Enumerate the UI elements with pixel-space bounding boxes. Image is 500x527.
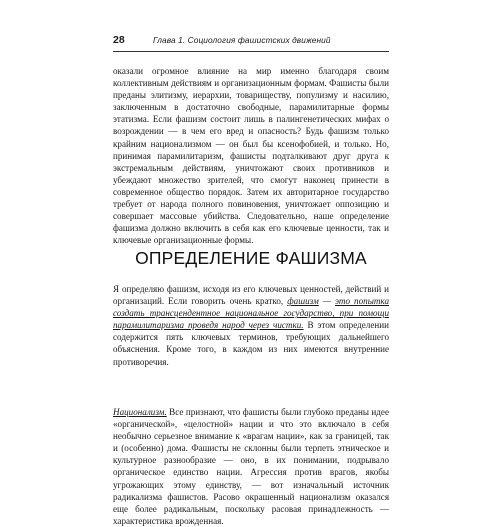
definition-term: фашизм — [287, 296, 319, 307]
nationalism-text: Все признают, что фашисты были глубоко преданы идее «органической», «целостной» нации и что это включало в себя необычно серьезное внимание к «врагам нации», как за границей, так и (особенно) дома. Фашисты не склонны были терпеть этническое и культурное разнообразие — оно, в их понимании, подрывало органическое единство нации. Агрессия против врагов, якобы угрожающих этому единству, — вот изначальный источник радикализма фашистов. Расово окрашенный национализм оказался еще более радикальным, поскольку расовая принадлежность — характеристика врожденная. — [113, 407, 389, 526]
definition-lead-text: Я определяю фашизм, исходя из его ключевых ценностей, действий и организаций. Если говорить очень кратко, — [113, 284, 389, 307]
section-title: ОПРЕДЕЛЕНИЕ ФАШИЗМА — [135, 248, 367, 268]
intro-paragraph-block — [113, 65, 389, 246]
definition-paragraph — [113, 283, 389, 368]
page-header — [113, 34, 389, 50]
definition-paragraph-block — [113, 283, 389, 368]
nationalism-paragraph — [113, 406, 389, 527]
definition-dash: — — [318, 296, 335, 307]
page-number: 28 — [113, 34, 125, 46]
nationalism-paragraph-block — [113, 406, 389, 527]
nationalism-term: Национализм. — [113, 407, 167, 417]
intro-paragraph: оказали огромное влияние на мир именно благодаря своим коллективным действиям и организационным формам. Фашисты были преданы элитизму, иерархии, товариществу, популизму и насилию, заключенным в достаточно свободные, парамилитарные формы этатизма. Если фашизм состоит лишь в палингенетических мифах о возрождении — в чем его вред и опасность? Будь фашизм только крайним национализмом — он был бы ксенофобией, и только. Но, принимая парамилитаризм, фашисты подталкивают друг друга к экстремальным действиям, уничтожают своих противников и убеждают множество зрителей, что смогут наконец принести в современное общество порядок. Затем их авторитарное государство требует от народа полного повиновения, уничтожает оппозицию и совершает массовые убийства. Следовательно, наше определение фашизма должно включить в себя как его ключевые ценности, так и ключевые организационные формы. — [113, 66, 389, 246]
running-title: Глава 1. Социология фашистских движений — [153, 35, 331, 45]
header-divider — [113, 51, 389, 52]
definition-statement: это попытка создать трансцендентное национальное государство, при помощи парамилитаризма проведя народ через чистки. — [113, 296, 389, 331]
definition-followup-text: В этом определении содержится пять ключевых терминов, требующих дальнейшего объяснения. Кроме того, в каждом из них имеются внутренние противоречия. — [113, 320, 389, 367]
